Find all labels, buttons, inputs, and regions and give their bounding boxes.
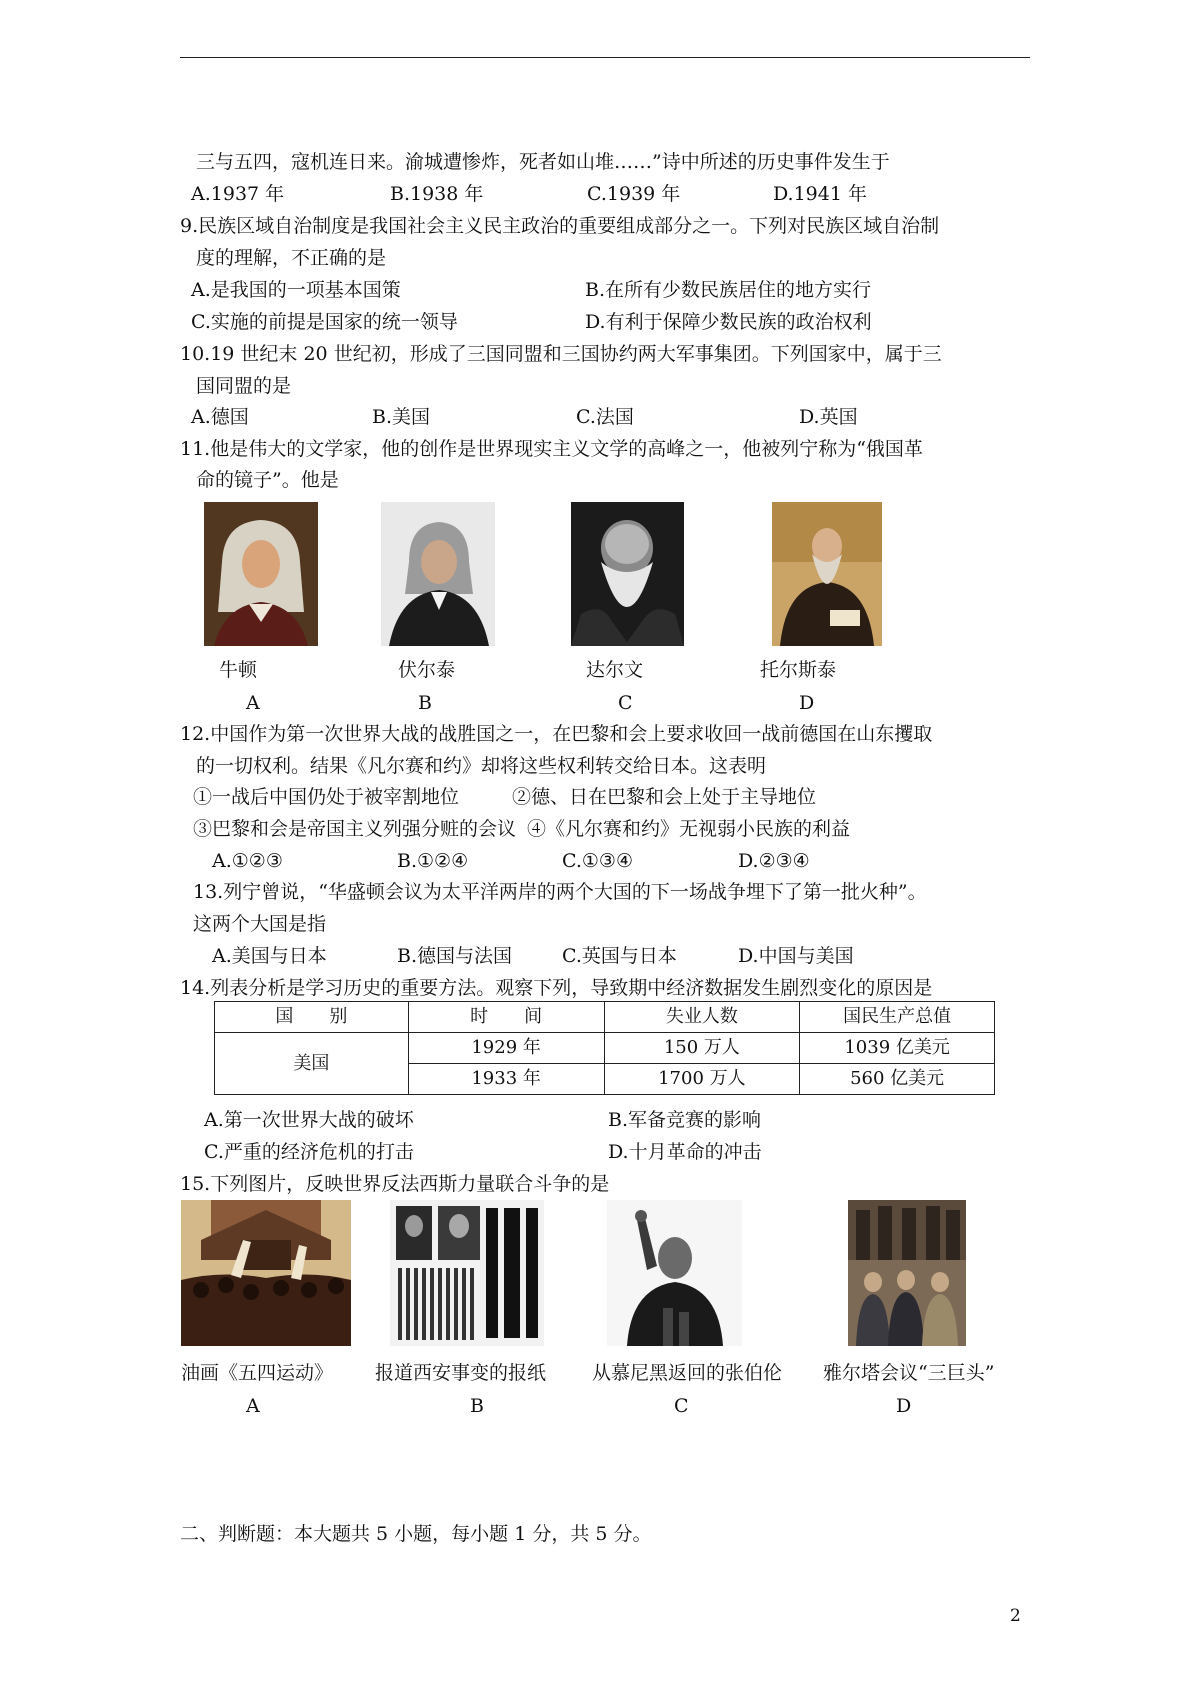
q12-option-a: A.①②③ [212, 850, 283, 872]
q9-option-b: B.在所有少数民族居住的地方实行 [585, 279, 872, 301]
q11-stem: 11.他是伟大的文学家，他的创作是世界现实主义文学的高峰之一，他被列宁称为“俄国革 [180, 438, 923, 460]
table-cell: 150 万人 [604, 1033, 800, 1064]
q12-option-d: D.②③④ [738, 850, 810, 872]
q12-statement-3: ③巴黎和会是帝国主义列强分赃的会议 [193, 818, 517, 840]
q10-option-b: B.美国 [372, 406, 431, 428]
q9-stem: 9.民族区域自治制度是我国社会主义民主政治的重要组成部分之一。下列对民族区域自治制 [180, 215, 940, 237]
q13-option-b: B.德国与法国 [397, 945, 513, 967]
q14-stem: 14.列表分析是学习历史的重要方法。观察下列，导致期中经济数据发生剧烈变化的原因是 [180, 977, 933, 999]
page-number: 2 [1010, 1606, 1021, 1626]
q12-option-c: C.①③④ [562, 850, 633, 872]
q13-option-c: C.英国与日本 [562, 945, 677, 967]
table-header-cell: 时 间 [408, 1002, 604, 1033]
q12-statement-2: ②德、日在巴黎和会上处于主导地位 [512, 786, 817, 808]
q9-option-a: A.是我国的一项基本国策 [191, 279, 401, 301]
q15-caption-b: 报道西安事变的报纸 [375, 1362, 547, 1384]
table-header-cell: 失业人数 [604, 1002, 800, 1033]
q8-option-c: C.1939 年 [587, 183, 681, 205]
yalta-big-three-photo [848, 1200, 966, 1346]
table-row [215, 1033, 995, 1064]
newton-portrait [204, 502, 318, 646]
q9-option-d: D.有利于保障少数民族的政治权利 [585, 311, 872, 333]
q9-option-c: C.实施的前提是国家的统一领导 [191, 311, 458, 333]
q14-option-c: C.严重的经济危机的打击 [204, 1141, 414, 1163]
q14-option-a: A.第一次世界大战的破坏 [204, 1109, 414, 1131]
q10-option-a: A.德国 [191, 406, 249, 428]
q8-option-a: A.1937 年 [191, 183, 285, 205]
darwin-portrait [571, 502, 684, 646]
q11-letter-b: B [418, 692, 432, 714]
q11-letter-a: A [246, 692, 260, 714]
q11-caption-b: 伏尔泰 [398, 659, 456, 681]
q10-option-c: C.法国 [576, 406, 634, 428]
q15-letter-b: B [470, 1395, 484, 1417]
q9-stem-line2: 度的理解，不正确的是 [196, 247, 387, 269]
xian-incident-newspaper [390, 1200, 544, 1346]
unemployment-gdp-table [214, 1001, 995, 1095]
q12-option-b: B.①②④ [397, 850, 469, 872]
tolstoy-portrait [772, 502, 882, 646]
q8-option-d: D.1941 年 [773, 183, 867, 205]
q8-option-b: B.1938 年 [390, 183, 484, 205]
q10-option-d: D.英国 [799, 406, 858, 428]
table-header-cell: 国民生产总值 [800, 1002, 995, 1033]
q13-option-d: D.中国与美国 [738, 945, 854, 967]
q11-letter-d: D [799, 692, 815, 714]
header-rule [180, 57, 1030, 58]
q14-option-b: B.军备竞赛的影响 [608, 1109, 762, 1131]
section-2-heading: 二、判断题：本大题共 5 小题，每小题 1 分，共 5 分。 [180, 1523, 652, 1545]
q15-stem: 15.下列图片，反映世界反法西斯力量联合斗争的是 [180, 1173, 610, 1195]
chamberlain-photo [607, 1200, 742, 1346]
q15-letter-d: D [896, 1395, 912, 1417]
country-cell: 美国 [215, 1033, 409, 1095]
q12-stem-line2: 的一切权利。结果《凡尔赛和约》却将这些权利转交给日本。这表明 [196, 755, 767, 777]
q8-stem-continuation: 三与五四，寇机连日来。渝城遭惨炸，死者如山堆……”诗中所述的历史事件发生于 [196, 151, 890, 173]
table-cell: 1700 万人 [604, 1064, 800, 1095]
table-cell: 1933 年 [408, 1064, 604, 1095]
table-header-cell: 国 别 [215, 1002, 409, 1033]
q15-caption-c: 从慕尼黑返回的张伯伦 [592, 1362, 783, 1384]
q13-stem-line2: 这两个大国是指 [193, 913, 327, 935]
table-cell: 560 亿美元 [800, 1064, 995, 1095]
q11-letter-c: C [618, 692, 633, 714]
table-cell: 1929 年 [408, 1033, 604, 1064]
q12-statement-4: ④《凡尔赛和约》无视弱小民族的利益 [527, 818, 851, 840]
q12-statement-1: ①一战后中国仍处于被宰割地位 [193, 786, 460, 808]
q15-caption-a: 油画《五四运动》 [181, 1362, 334, 1384]
q11-caption-a: 牛顿 [219, 659, 258, 681]
q10-stem: 10.19 世纪末 20 世纪初，形成了三国同盟和三国协约两大军事集团。下列国家中，属于三 [180, 343, 942, 365]
q11-caption-d: 托尔斯泰 [760, 659, 837, 681]
may-fourth-painting [181, 1200, 351, 1346]
q15-letter-c: C [674, 1395, 689, 1417]
q10-stem-line2: 国同盟的是 [196, 375, 292, 397]
q14-option-d: D.十月革命的冲击 [608, 1141, 762, 1163]
voltaire-portrait [381, 502, 495, 646]
q13-stem: 13.列宁曾说，“华盛顿会议为太平洋两岸的两个大国的下一场战争埋下了第一批火种”。 [193, 881, 927, 903]
q13-option-a: A.美国与日本 [212, 945, 327, 967]
q15-letter-a: A [246, 1395, 260, 1417]
q15-caption-d: 雅尔塔会议“三巨头” [823, 1362, 995, 1384]
q11-stem-line2: 命的镜子”。他是 [196, 469, 339, 491]
q11-caption-c: 达尔文 [586, 659, 644, 681]
table-cell: 1039 亿美元 [800, 1033, 995, 1064]
table-header-row [215, 1002, 995, 1033]
q12-stem: 12.中国作为第一次世界大战的战胜国之一，在巴黎和会上要求收回一战前德国在山东攫取 [180, 723, 933, 745]
